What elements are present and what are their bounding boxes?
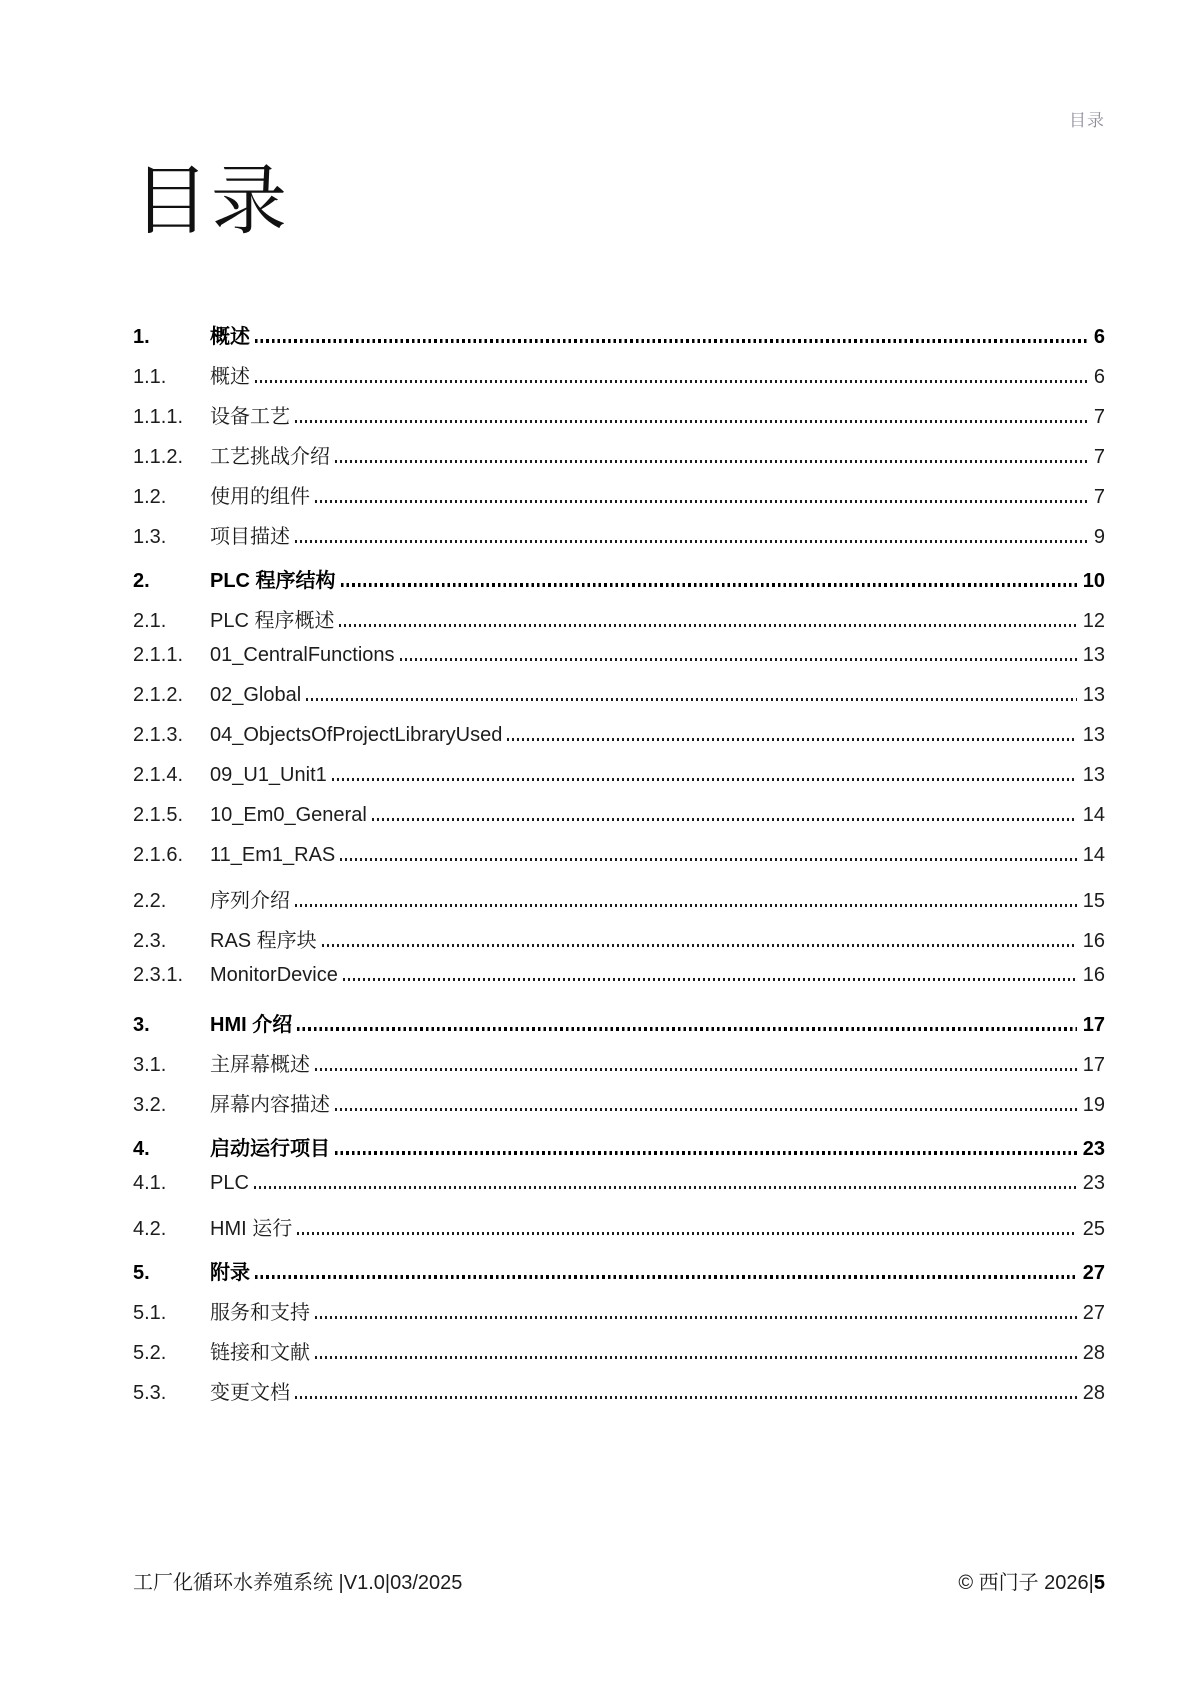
- toc-entry-title: PLC 程序结构: [210, 569, 336, 592]
- toc-entry-number: 2.1.4.: [133, 763, 184, 786]
- toc-entry[interactable]: [133, 1088, 1105, 1116]
- toc-entry-number: 4.2.: [133, 1217, 167, 1240]
- toc-entry-page: 14: [1082, 803, 1105, 826]
- toc-entry[interactable]: [133, 1296, 1105, 1324]
- footer-copyright-text: © 西门子 2026|: [958, 1572, 1094, 1594]
- toc-entry-number: 1.: [133, 325, 150, 348]
- dot-leader-icon: [372, 818, 1077, 821]
- toc-entry-page: 25: [1082, 1217, 1105, 1240]
- toc-entry-number: 2.1.5.: [133, 803, 184, 826]
- dot-leader-icon: [335, 460, 1088, 463]
- dot-leader-icon: [507, 738, 1076, 741]
- toc-entry-title: 链接和文献: [210, 1341, 310, 1364]
- toc-entry[interactable]: [133, 480, 1105, 508]
- dot-leader-icon: [254, 1186, 1077, 1189]
- toc-entry-page: 28: [1082, 1381, 1105, 1404]
- toc-entry-title: PLC 程序概述: [210, 609, 335, 632]
- dot-leader-icon: [255, 1275, 1077, 1279]
- toc-entry-page: 13: [1082, 723, 1105, 746]
- dot-leader-icon: [322, 944, 1077, 947]
- toc-entry-title: 09_U1_Unit1: [210, 763, 327, 786]
- toc-entry-page: 14: [1082, 843, 1105, 866]
- toc-entry[interactable]: [133, 1376, 1105, 1404]
- dot-leader-icon: [339, 624, 1076, 627]
- dot-leader-icon: [335, 1108, 1077, 1111]
- toc-entry-title: RAS 程序块: [210, 929, 317, 952]
- dot-leader-icon: [295, 904, 1077, 907]
- toc-entry-number: 2.3.: [133, 929, 167, 952]
- toc-entry[interactable]: [133, 400, 1105, 428]
- toc-entry[interactable]: [133, 964, 1105, 986]
- toc-entry-number: 5.1.: [133, 1301, 167, 1324]
- toc-entry-page: 13: [1082, 763, 1105, 786]
- toc-entry-number: 5.: [133, 1261, 150, 1284]
- toc-entry-page: 17: [1082, 1053, 1105, 1076]
- toc-entry-title: 启动运行项目: [210, 1137, 330, 1160]
- toc-entry[interactable]: [133, 844, 1105, 866]
- toc-entry[interactable]: [133, 320, 1105, 348]
- dot-leader-icon: [332, 778, 1077, 781]
- toc-entry-title: PLC: [210, 1171, 249, 1194]
- toc-entry-title: 设备工艺: [210, 405, 290, 428]
- toc-entry[interactable]: [133, 1172, 1105, 1194]
- footer-copyright: [958, 1566, 1105, 1595]
- toc-entry-number: 3.2.: [133, 1093, 167, 1116]
- toc-entry-title: 变更文档: [210, 1381, 290, 1404]
- toc-entry-title: 概述: [210, 325, 250, 348]
- dot-leader-icon: [335, 1151, 1077, 1155]
- toc-entry[interactable]: [133, 684, 1105, 706]
- toc-entry-title: 项目描述: [210, 525, 290, 548]
- toc-entry-number: 2.1.: [133, 609, 167, 632]
- toc-entry-page: 16: [1082, 929, 1105, 952]
- toc-entry[interactable]: [133, 804, 1105, 826]
- toc-entry-title: HMI 运行: [210, 1217, 293, 1240]
- toc-entry-page: 23: [1082, 1171, 1105, 1194]
- toc-entry[interactable]: [133, 1212, 1105, 1240]
- dot-leader-icon: [255, 380, 1088, 383]
- toc-entry[interactable]: [133, 1256, 1105, 1284]
- toc-entry-page: 19: [1082, 1093, 1105, 1116]
- dot-leader-icon: [340, 858, 1076, 861]
- toc-entry[interactable]: [133, 724, 1105, 746]
- toc-entry-number: 2.2.: [133, 889, 167, 912]
- toc-entry-title: 附录: [210, 1261, 250, 1284]
- running-header-label: 目录: [1069, 111, 1105, 130]
- page-title: 目录: [133, 159, 289, 244]
- toc-entry-number: 4.1.: [133, 1171, 167, 1194]
- toc-entry-page: 6: [1093, 325, 1105, 348]
- toc-entry-number: 5.3.: [133, 1381, 167, 1404]
- toc-entry-title: MonitorDevice: [210, 963, 338, 986]
- toc-list: [133, 320, 1105, 1404]
- toc-entry-number: 2.: [133, 569, 150, 592]
- toc-entry-title: 02_Global: [210, 683, 302, 706]
- toc-entry-page: 23: [1082, 1137, 1105, 1160]
- dot-leader-icon: [297, 1027, 1077, 1031]
- dot-leader-icon: [315, 500, 1088, 503]
- toc-entry-title: 01_CentralFunctions: [210, 643, 395, 666]
- dot-leader-icon: [341, 583, 1077, 587]
- toc-entry-title: HMI 介绍: [210, 1013, 293, 1036]
- toc-entry-page: 7: [1093, 485, 1105, 508]
- toc-entry-page: 27: [1082, 1301, 1105, 1324]
- toc-entry-page: 6: [1093, 365, 1105, 388]
- dot-leader-icon: [295, 540, 1088, 543]
- toc-entry-page: 10: [1082, 569, 1105, 592]
- toc-entry-page: 15: [1082, 889, 1105, 912]
- toc-entry[interactable]: [133, 440, 1105, 468]
- toc-entry-page: 7: [1093, 405, 1105, 428]
- toc-entry-title: 使用的组件: [210, 485, 310, 508]
- toc-entry[interactable]: [133, 604, 1105, 632]
- dot-leader-icon: [343, 978, 1077, 981]
- toc-entry-number: 4.: [133, 1137, 150, 1160]
- toc-entry-page: 17: [1082, 1013, 1105, 1036]
- dot-leader-icon: [306, 698, 1077, 701]
- dot-leader-icon: [255, 339, 1088, 343]
- toc-entry-number: 3.1.: [133, 1053, 167, 1076]
- toc-entry[interactable]: [133, 1008, 1105, 1036]
- toc-entry-title: 04_ObjectsOfProjectLibraryUsed: [210, 723, 503, 746]
- toc-entry-page: 13: [1082, 683, 1105, 706]
- toc-entry[interactable]: [133, 764, 1105, 786]
- toc-entry-number: 1.1.2.: [133, 445, 184, 468]
- dot-leader-icon: [315, 1356, 1077, 1359]
- toc-entry-number: 5.2.: [133, 1341, 167, 1364]
- toc-entry-number: 2.1.2.: [133, 683, 184, 706]
- footer-document-info: 工厂化循环水养殖系统 |V1.0|03/2025: [133, 1572, 463, 1594]
- toc-entry[interactable]: [133, 1336, 1105, 1364]
- toc-entry-number: 1.1.: [133, 365, 167, 388]
- toc-entry-page: 9: [1093, 525, 1105, 548]
- toc-entry-number: 1.3.: [133, 525, 167, 548]
- toc-entry-number: 2.1.1.: [133, 643, 184, 666]
- toc-entry[interactable]: [133, 520, 1105, 548]
- toc-entry[interactable]: [133, 924, 1105, 952]
- toc-entry-page: 12: [1082, 609, 1105, 632]
- toc-entry-page: 7: [1093, 445, 1105, 468]
- dot-leader-icon: [295, 1396, 1077, 1399]
- toc-entry-title: 服务和支持: [210, 1301, 310, 1324]
- toc-entry[interactable]: [133, 644, 1105, 666]
- toc-entry-title: 工艺挑战介绍: [210, 445, 330, 468]
- toc-entry-title: 10_Em0_General: [210, 803, 367, 826]
- toc-entry[interactable]: [133, 1132, 1105, 1160]
- toc-entry-title: 序列介绍: [210, 889, 290, 912]
- dot-leader-icon: [315, 1316, 1077, 1319]
- toc-entry-number: 2.3.1.: [133, 963, 184, 986]
- page-footer: [133, 1566, 1105, 1595]
- toc-entry-page: 13: [1082, 643, 1105, 666]
- toc-entry-number: 2.1.6.: [133, 843, 184, 866]
- toc-entry-title: 概述: [210, 365, 250, 388]
- toc-entry-number: 1.2.: [133, 485, 167, 508]
- toc-entry[interactable]: [133, 1048, 1105, 1076]
- toc-entry-page: 28: [1082, 1341, 1105, 1364]
- dot-leader-icon: [315, 1068, 1077, 1071]
- toc-entry-number: 3.: [133, 1013, 150, 1036]
- dot-leader-icon: [400, 658, 1077, 661]
- toc-entry-title: 11_Em1_RAS: [210, 843, 336, 866]
- dot-leader-icon: [295, 420, 1088, 423]
- toc-entry-number: 2.1.3.: [133, 723, 184, 746]
- dot-leader-icon: [297, 1232, 1077, 1235]
- toc-entry[interactable]: [133, 564, 1105, 592]
- toc-entry-number: 1.1.1.: [133, 405, 184, 428]
- footer-page-number: 5: [1093, 1572, 1105, 1594]
- toc-entry[interactable]: [133, 884, 1105, 912]
- toc-entry[interactable]: [133, 360, 1105, 388]
- toc-entry-page: 16: [1082, 963, 1105, 986]
- toc-entry-page: 27: [1082, 1261, 1105, 1284]
- toc-entry-title: 屏幕内容描述: [210, 1093, 330, 1116]
- toc-entry-title: 主屏幕概述: [210, 1053, 310, 1076]
